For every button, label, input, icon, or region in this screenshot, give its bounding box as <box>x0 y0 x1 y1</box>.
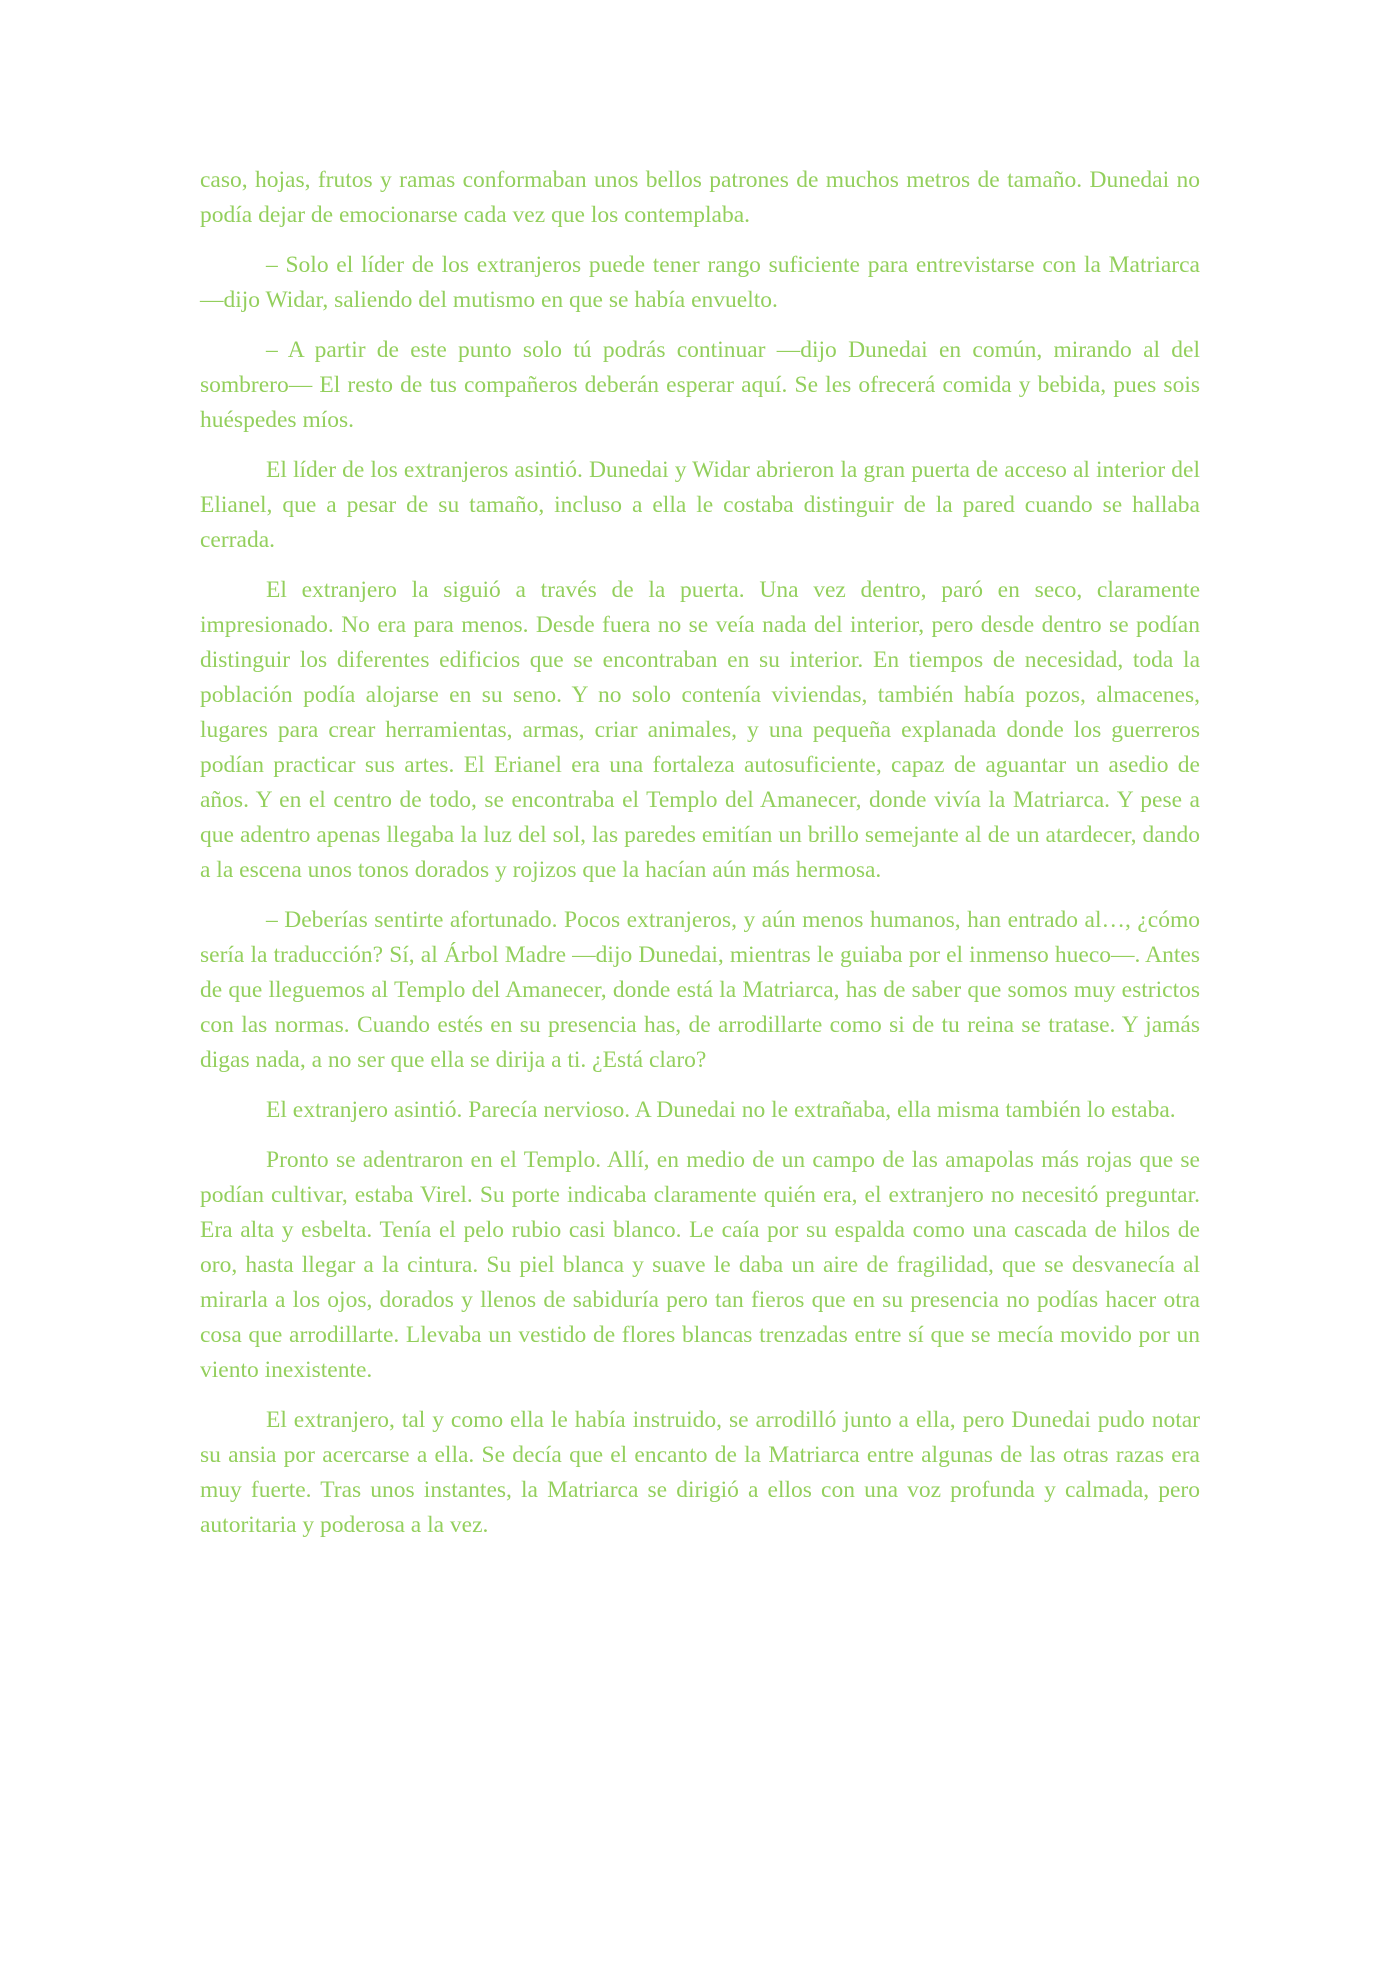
paragraph: – Deberías sentirte afortunado. Pocos extranjeros, y aún menos humanos, han entrado al…, ¿cómo sería la traducción? Sí, al Árbol Madre —dijo Dunedai, mientras le guiaba por el inmenso hueco—. Antes de que lleguemos al Templo del Amanecer, donde está la Matriarca, has de saber que somos muy estrictos con las normas. Cuando estés en su presencia has, de arrodillarte como si de tu reina se tratase. Y jamás digas nada, a no ser que ella se dirija a ti. ¿Está claro? <box>200 907 1200 1073</box>
paragraph: El extranjero, tal y como ella le había instruido, se arrodilló junto a ella, pero Dunedai pudo notar su ansia por acercarse a ella. Se decía que el encanto de la Matriarca entre algunas de las otras razas era muy fuerte. Tras unos instantes, la Matriarca se dirigió a ellos con una voz profunda y calmada, pero autoritaria y poderosa a la vez. <box>200 1407 1200 1538</box>
paragraph: El extranjero asintió. Parecía nervioso. A Dunedai no le extrañaba, ella misma también lo estaba. <box>266 1097 1176 1123</box>
paragraph: El extranjero la siguió a través de la puerta. Una vez dentro, paró en seco, claramente impresionado. No era para menos. Desde fuera no se veía nada del interior, pero desde dentro se podían distinguir los diferentes edificios que se encontraban en su interior. En tiempos de necesidad, toda la población podía alojarse en su seno. Y no solo contenía viviendas, también había pozos, almacenes, lugares para crear herramientas, armas, criar animales, y una pequeña explanada donde los guerreros podían practicar sus artes. El Erianel era una fortaleza autosuficiente, capaz de aguantar un asedio de años. Y en el centro de todo, se encontraba el Templo del Amanecer, donde vivía la Matriarca. Y pese a que adentro apenas llegaba la luz del sol, las paredes emitían un brillo semejante al de un atardecer, dando a la escena unos tonos dorados y rojizos que la hacían aún más hermosa. <box>200 577 1200 883</box>
paragraph: El líder de los extranjeros asintió. Dunedai y Widar abrieron la gran puerta de acceso al interior del Elianel, que a pesar de su tamaño, incluso a ella le costaba distinguir de la pared cuando se hallaba cerrada. <box>200 457 1200 553</box>
paragraph: caso, hojas, frutos y ramas conformaban unos bellos patrones de muchos metros de tamaño. Dunedai no podía dejar de emocionarse cada vez que los contemplaba. <box>200 167 1200 228</box>
body-text <box>200 163 1200 1558</box>
paragraph: – Solo el líder de los extranjeros puede tener rango suficiente para entrevistarse con la Matriarca —dijo Widar, saliendo del mutismo en que se había envuelto. <box>200 252 1200 313</box>
paragraph: Pronto se adentraron en el Templo. Allí, en medio de un campo de las amapolas más rojas que se podían cultivar, estaba Virel. Su porte indicaba claramente quién era, el extranjero no necesitó preguntar. Era alta y esbelta. Tenía el pelo rubio casi blanco. Le caía por su espalda como una cascada de hilos de oro, hasta llegar a la cintura. Su piel blanca y suave le daba un aire de fragilidad, que se desvanecía al mirarla a los ojos, dorados y llenos de sabiduría pero tan fieros que en su presencia no podías hacer otra cosa que arrodillarte. Llevaba un vestido de flores blancas trenzadas entre sí que se mecía movido por un viento inexistente. <box>200 1147 1200 1383</box>
paragraph: – A partir de este punto solo tú podrás continuar —dijo Dunedai en común, mirando al del sombrero— El resto de tus compañeros deberán esperar aquí. Se les ofrecerá comida y bebida, pues sois huéspedes míos. <box>200 337 1200 433</box>
